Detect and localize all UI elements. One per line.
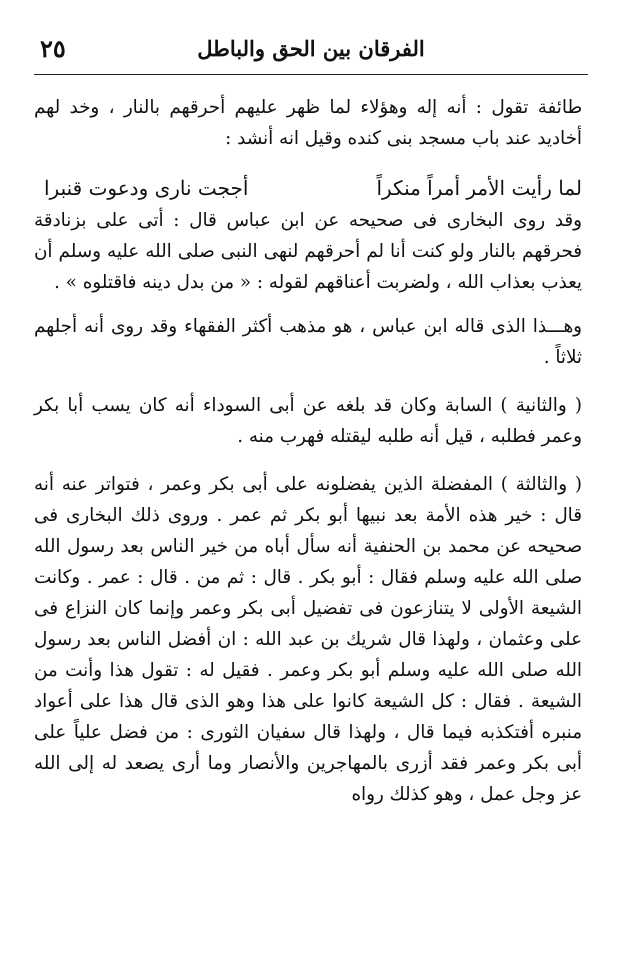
paragraph-4: ( والثانية ) السابة وكان قد بلغه عن أبى السوداء أنه كان يسب أبا بكر وعمر فطلبه ، قيل أنه طلبه ليقتله فهرب منه . — [34, 395, 582, 447]
verse-hemistich-1: لما رأيت الأمر أمراً منكراً — [376, 176, 582, 200]
paragraph-3: وهـــذا الذى قاله ابن عباس ، هو مذهب أكثر الفقهاء وقد روى أنه أجلهم ثلاثاً . — [34, 316, 582, 368]
paragraph-1: طائفة تقول : أنه إله وهؤلاء لما ظهر عليهم أحرقهم بالنار ، وخد لهم أخاديد عند باب مسجد بنى كنده وقيل انه أنشد : — [34, 97, 582, 149]
paragraph-5: ( والثالثة ) المفضلة الذين يفضلونه على أبى بكر وعمر ، فتواتر عنه أنه قال : خير هذه الأمة بعد نبيها أبو بكر ثم عمر . وروى ذلك البخارى فى صحيحه عن محمد بن الحنفية أنه سأل أباه من خير الناس بعد رسول الله صلى الله عليه وسلم فقال : أبو بكر . قال : ثم من . قال : عمر . وكانت الشيعة الأولى لا يتنازعون فى تفضيل أبى بكر وعمر وإنما كان النزاع فى على وعثمان ، ولهذا قال شريك بن عبد الله : ان أفضل الناس بعد رسول الله صلى الله عليه وسلم أبو بكر وعمر . فقيل له : تقول هذا وأنت من الشيعة . فقال : كل الشيعة كانوا على هذا وهو الذى قال هذا على أعواد منبره أفتكذبه فيما قال ، ولهذا قال سفيان الثورى : من فضل علياً على أبى بكر وعمر فقد أزرى بالمهاجرين والأنصار وما أرى يصعد له إلى الله عز وجل عمل ، وهو كذلك رواه — [34, 474, 582, 805]
verse — [34, 171, 582, 205]
paragraph-2: وقد روى البخارى فى صحيحه عن ابن عباس قال : أتى على بزنادقة فحرقهم بالنار ولو كنت أنا لم أحرقهم لنهى النبى صلى الله عليه وسلم أن يعذب بعذاب الله ، ولضربت أعناقهم لقوله : « من بدل دينه فاقتلوه » . — [34, 210, 582, 293]
body-text — [34, 92, 582, 810]
running-title: الفرقان بين الحق والباطل — [197, 36, 425, 61]
verse-hemistich-2: أججت نارى ودعوت قنبرا — [44, 176, 249, 200]
page-number: ٢٥ — [40, 34, 66, 63]
page-header — [34, 34, 588, 75]
